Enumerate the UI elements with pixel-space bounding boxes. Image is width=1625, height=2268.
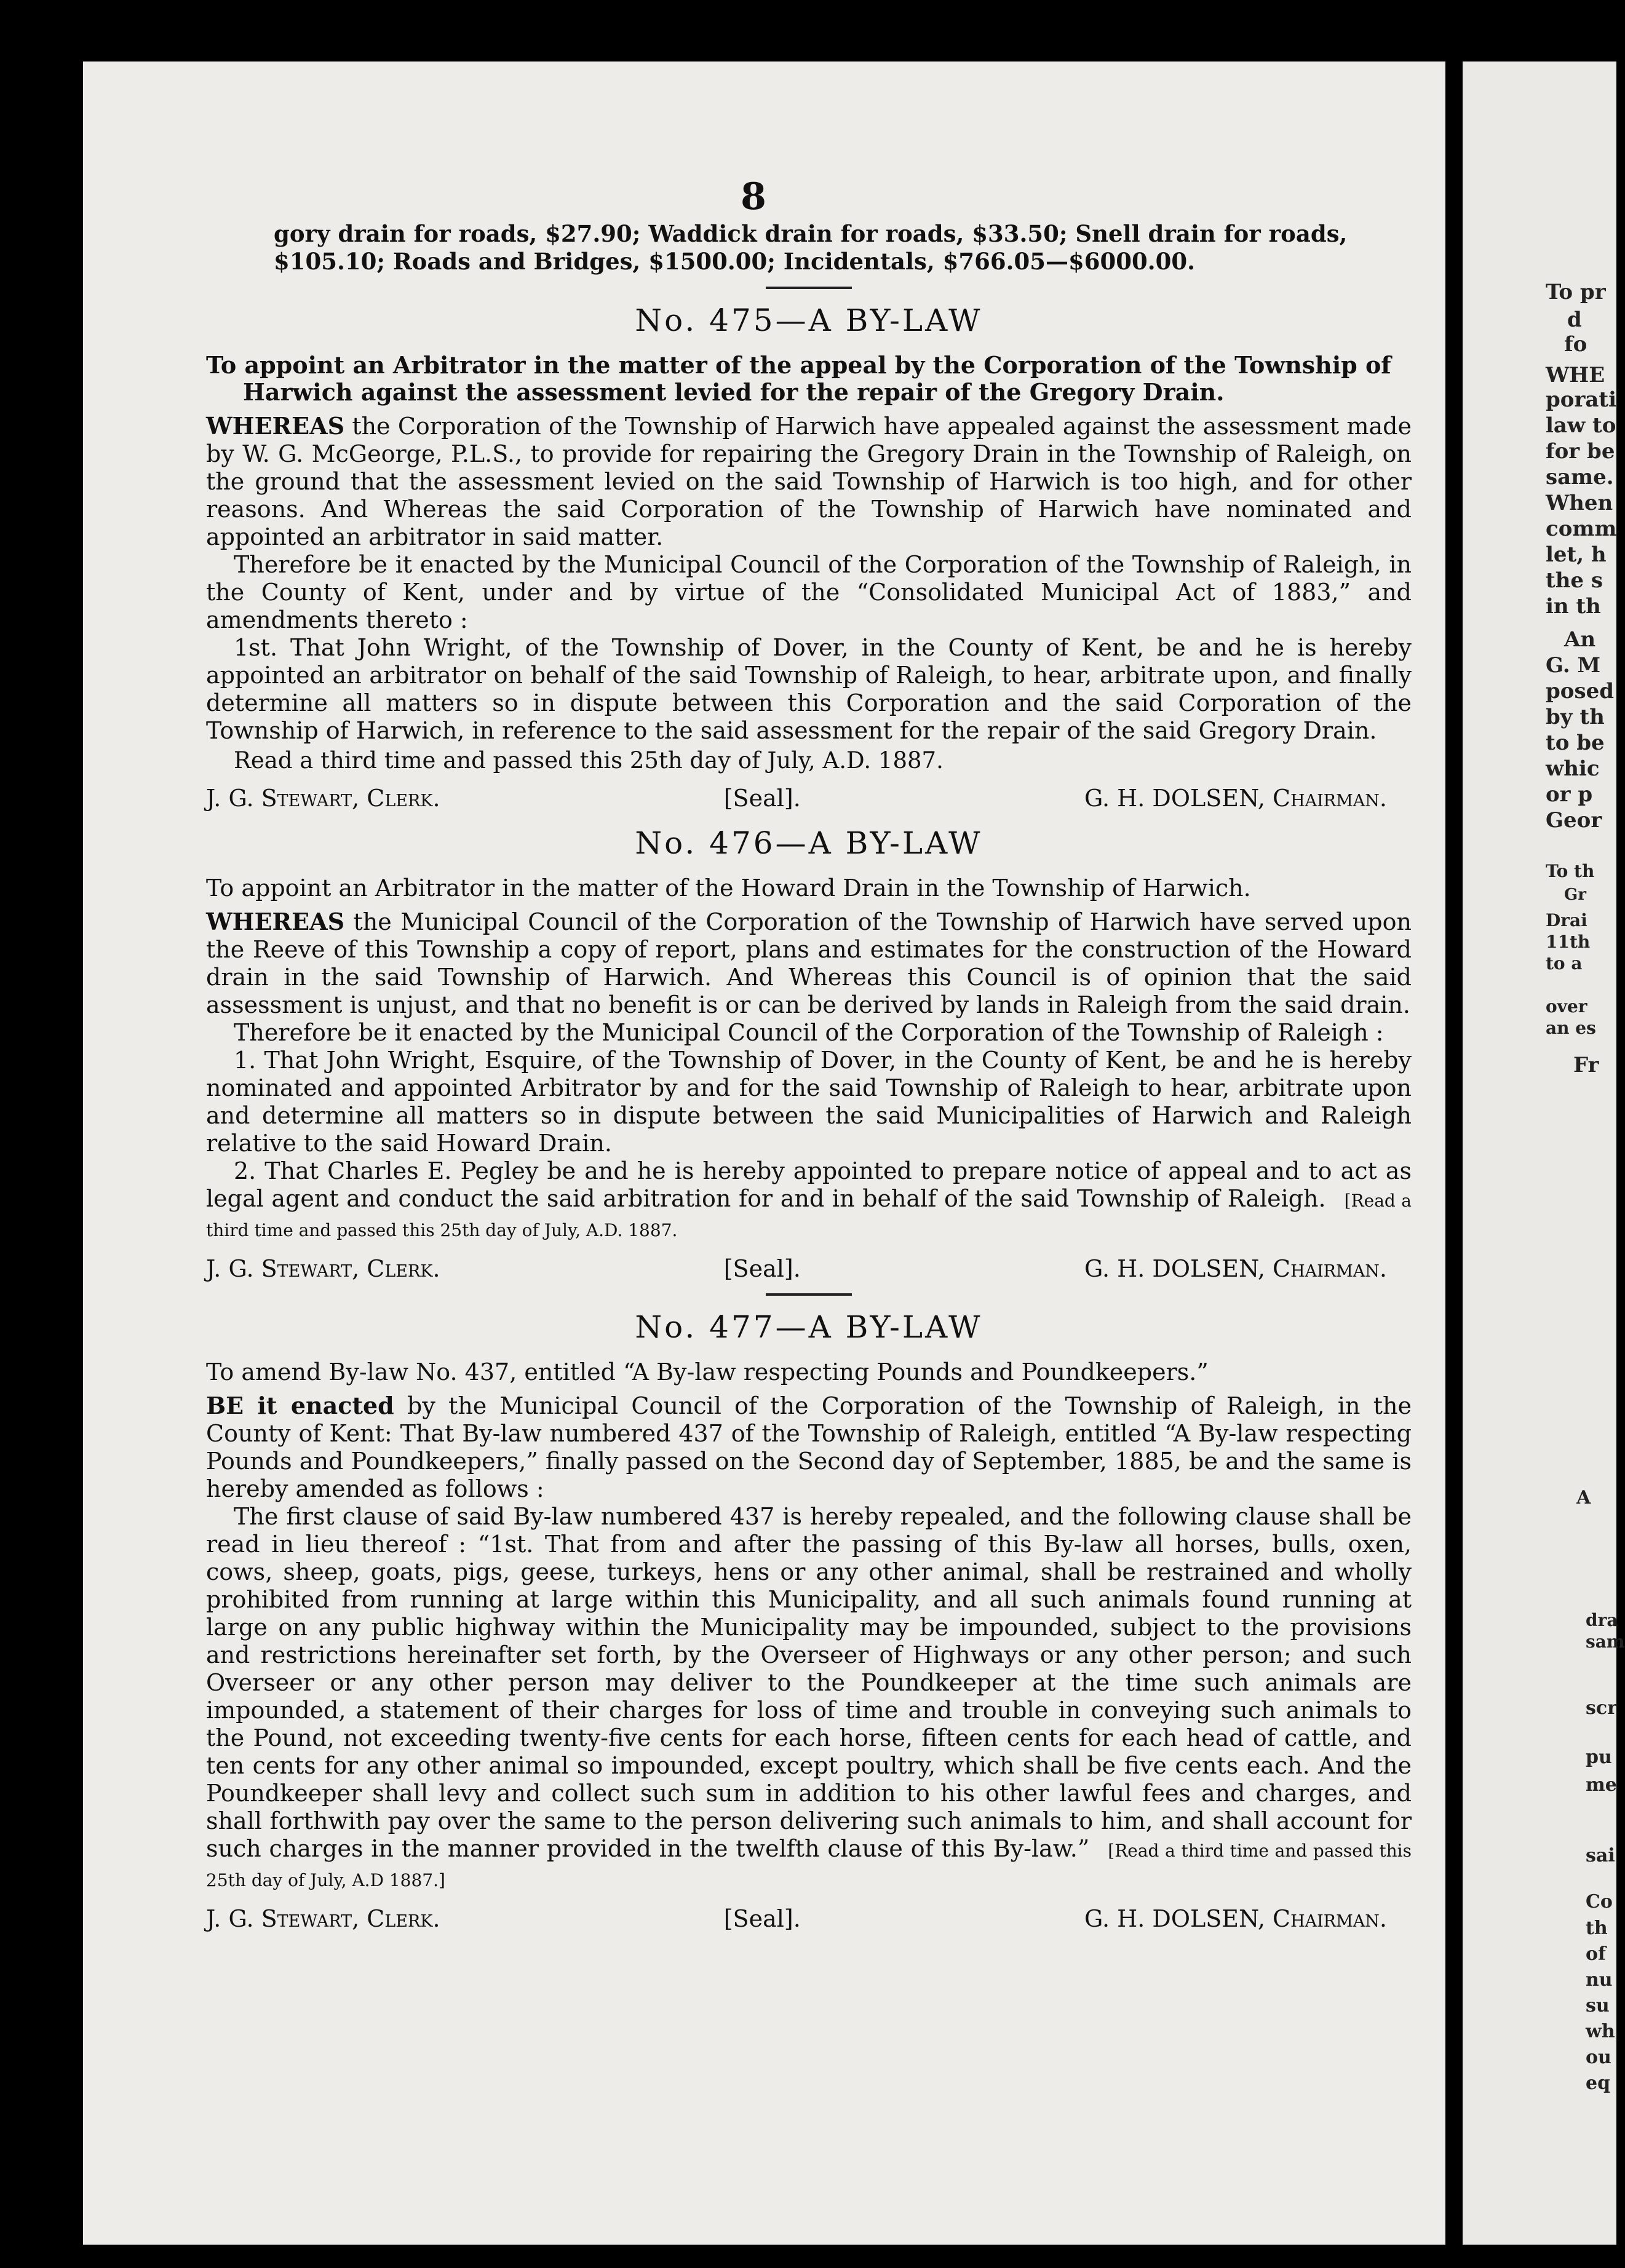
read-statement: Read a third time and passed this 25th day of July, A.D. 1887. xyxy=(234,747,944,774)
signature-line xyxy=(206,1255,1412,1282)
bylaw-title: To appoint an Arbitrator in the matter of the appeal by the Corporation of the Township of Harwich against the assessment levied for the repair of the Gregory Drain. xyxy=(206,351,1391,406)
fragment: 11th xyxy=(1546,932,1591,952)
clause-paragraph: 1st. That John Wright, of the Township of Dover, in the County of Kent, be and he is hereby appointed an arbitrator on behalf of the said Township of Raleigh, to hear, arbitrate upon, and finally determine all matters so in dispute between this Corporation and the said Corporation of the Township of Harwich, in reference to the said assessment for the repair of the said Gregory Drain. xyxy=(206,634,1412,744)
fragment: porati xyxy=(1546,387,1617,412)
fragment: To pr xyxy=(1546,280,1606,304)
clause-paragraph: 1. That John Wright, Esquire, of the Township of Dover, in the County of Kent, be and he is hereby nominated and appointed Arbitrator by and for the said Township of Raleigh to hear, arbitrate upon and determine all matters so in dispute between the said Municipalities of Harwich and Raleigh relative to the said Howard Drain. xyxy=(206,1047,1412,1157)
bylaw-title: To appoint an Arbitrator in the matter of the Howard Drain in the Township of Harwich. xyxy=(206,874,1251,902)
whereas-lead: WHEREAS xyxy=(206,412,345,440)
enacting-paragraph xyxy=(206,1392,1412,1503)
fragment: comm xyxy=(1546,517,1617,541)
bylaw-heading: No. 476—A BY-LAW xyxy=(635,825,983,861)
signature-line xyxy=(206,1905,1412,1932)
clause-paragraph xyxy=(206,1503,1412,1894)
fragment: posed xyxy=(1546,679,1614,704)
enacting-paragraph: Therefore be it enacted by the Municipal Council of the Corporation of the Township of Raleigh : xyxy=(234,1019,1384,1046)
fragment: ou xyxy=(1586,2047,1611,2068)
fragment: whic xyxy=(1546,756,1600,781)
bylaw-title: To amend By-law No. 437, entitled “A By-law respecting Pounds and Poundkeepers.” xyxy=(206,1358,1209,1386)
whereas-text: the Corporation of the Township of Harwich have appealed against the assessment made by W. G. McGeorge, P.L.S., to provide for repairing the Gregory Drain in the Township of Raleigh, on the ground that the assessment levied on the said Township of Harwich is too high, and for other reasons. And Whereas the said Corporation of the Township of Harwich have nominated and appointed an arbitrator in said matter. xyxy=(206,413,1412,550)
fragment: A xyxy=(1576,1487,1591,1509)
clause-paragraph xyxy=(206,1157,1412,1244)
fragment: nu xyxy=(1586,1969,1613,1991)
whereas-text: the Municipal Council of the Corporation of the Township of Harwich have served upon the Reeve of this Township a copy of report, plans and estimates for the construction of the Howard drain in the said Township of Harwich. And Whereas this Council is of opinion that the said assessment is unjust, and that no benefit is or can be derived by lands in Raleigh from the said drain. xyxy=(206,908,1412,1018)
carryover-text: gory drain for roads, $27.90; Waddick drain for roads, $33.50; Snell drain for roads, $105.10; Roads and Bridges, $1500.00; Incidentals, $766.05—$6000.00. xyxy=(274,220,1348,275)
divider xyxy=(766,1293,852,1296)
fragment: law to xyxy=(1546,413,1616,438)
fragment: Co xyxy=(1586,1891,1613,1913)
fragment: in th xyxy=(1546,594,1601,619)
fragment: to a xyxy=(1546,953,1583,973)
page-number: 8 xyxy=(741,175,766,218)
chairman-signature: G. H. DOLSEN, Chairman. xyxy=(1084,1255,1387,1282)
fragment: wh xyxy=(1586,2021,1615,2042)
fragment: WHE xyxy=(1546,363,1605,387)
fragment: dra xyxy=(1586,1610,1618,1630)
bylaw-476 xyxy=(206,825,1412,1296)
fragment: over xyxy=(1546,996,1587,1017)
fragment: Fr xyxy=(1573,1053,1599,1077)
seal: [Seal]. xyxy=(723,785,801,812)
fragment: To th xyxy=(1546,861,1595,881)
fragment: G. M xyxy=(1546,653,1601,678)
chairman-signature: G. H. DOLSEN, Chairman. xyxy=(1084,785,1387,812)
enacting-text: by the Municipal Council of the Corporation of the Township of Raleigh, in the County of Kent: That By-law numbered 437 of the Township of Raleigh, entitled “A By-law respecting Pounds and Poundkeepers,” finally passed on the Second day of September, 1885, be and the same is hereby amended as follows : xyxy=(206,1392,1412,1502)
whereas-paragraph xyxy=(206,412,1412,551)
fragment: An xyxy=(1564,627,1596,652)
enacting-paragraph: Therefore be it enacted by the Municipal Council of the Corporation of the Township of Raleigh, in the County of Kent, under and by virtue of the “Consolidated Municipal Act of 1883,” and amendments thereto : xyxy=(206,551,1412,633)
fragment: eq xyxy=(1586,2072,1611,2094)
clerk-signature: J. G. Stewart, Clerk. xyxy=(206,785,440,812)
adjacent-page-strip xyxy=(1463,61,1625,2245)
fragment: the s xyxy=(1546,568,1603,593)
fragment: or p xyxy=(1546,782,1593,807)
fragment: to be xyxy=(1546,731,1605,755)
fragment: by th xyxy=(1546,705,1605,729)
fragment: sam xyxy=(1586,1632,1625,1652)
clerk-signature: J. G. Stewart, Clerk. xyxy=(206,1255,440,1282)
bylaw-477 xyxy=(206,1309,1412,1932)
fragment: Geor xyxy=(1546,808,1602,833)
seal: [Seal]. xyxy=(723,1905,801,1932)
enacting-lead: BE it enacted xyxy=(206,1392,394,1419)
fragment: me xyxy=(1586,1774,1617,1796)
clause-text: The first clause of said By-law numbered 437 is hereby repealed, and the following clause shall be read in lieu thereof : “1st. That from and after the passing of this By-law all horses, bulls, oxen, cows, sheep, goats, pigs, geese, turkeys, hens or any other animal, shall be restrained and wholly prohibited from running at large within this Municipality, and all such animals found running at large on any public highway within the Municipality may be impounded, subject to the provisions and restrictions hereinafter set forth, by the Overseer of Highways or any other person; and such Overseer or any other person may deliver to the Poundkeeper at the time such animals are impounded, a statement of their charges for loss of time and trouble in conveying such animals to the Pound, not exceeding twenty-five cents for each horse, fifteen cents for each head of cattle, and ten cents for any other animal so impounded, except poultry, which shall be five cents each. And the Poundkeeper shall levy and collect such sum in addition to his other lawful fees and charges, and shall forthwith pay over the same to the person delivering such animals to him, and shall account for such charges in the manner provided in the twelfth clause of this By-law.” xyxy=(206,1503,1412,1862)
fragment: let, h xyxy=(1546,542,1607,567)
whereas-paragraph xyxy=(206,908,1412,1019)
whereas-lead: WHEREAS xyxy=(206,908,345,935)
signature-line xyxy=(206,785,1412,812)
fragment: Gr xyxy=(1564,886,1586,904)
seal: [Seal]. xyxy=(723,1255,801,1282)
clause-text: 2. That Charles E. Pegley be and he is hereby appointed to prepare notice of appeal and to act as legal agent and conduct the said arbitration for and in behalf of the said Township of Raleigh. xyxy=(206,1157,1412,1212)
bylaw-heading: No. 477—A BY-LAW xyxy=(635,1309,983,1345)
fragment: When xyxy=(1546,491,1613,515)
chairman-signature: G. H. DOLSEN, Chairman. xyxy=(1084,1905,1387,1932)
fragment: pu xyxy=(1586,1747,1612,1768)
bylaw-475 xyxy=(206,303,1412,812)
clerk-signature: J. G. Stewart, Clerk. xyxy=(206,1905,440,1932)
read-statement: [Read a third time and passed this 25th day of July, A.D 1887.] xyxy=(206,1841,1412,1890)
fragment: sai xyxy=(1586,1845,1615,1866)
fragment: d xyxy=(1567,307,1582,332)
fragment: su xyxy=(1586,1995,1610,2016)
fragment: same. xyxy=(1546,465,1614,490)
divider xyxy=(766,287,852,289)
fragment: an es xyxy=(1546,1018,1596,1038)
fragment: scr xyxy=(1586,1697,1617,1719)
fragment: th xyxy=(1586,1917,1608,1939)
fragment: Drai xyxy=(1546,910,1587,930)
page-content xyxy=(206,175,1412,1932)
bylaw-heading: No. 475—A BY-LAW xyxy=(635,303,983,338)
fragment: fo xyxy=(1564,332,1587,357)
fragment: for be xyxy=(1546,439,1615,464)
read-statement: [Read a third time and passed this 25th day of July, A.D. 1887. xyxy=(206,1191,1412,1240)
fragment: of xyxy=(1586,1943,1606,1965)
